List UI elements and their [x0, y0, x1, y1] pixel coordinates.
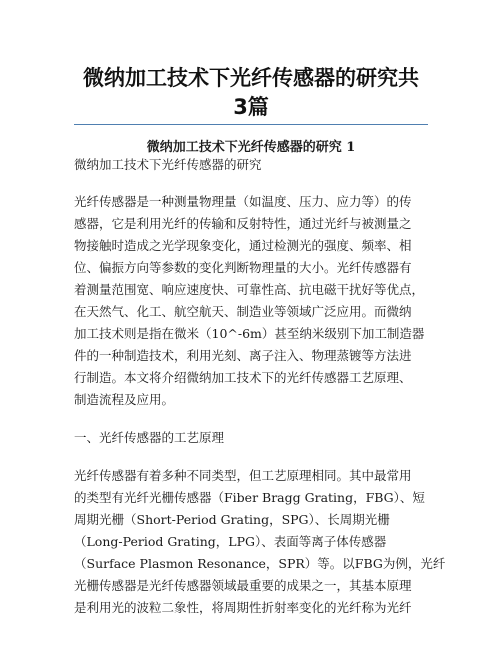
body-line: 行制造。本文将介绍微纳加工技术下的光纤传感器工艺原理、 — [74, 370, 412, 385]
body-line: 感器，它是利用光纤的传输和反射特性，通过光纤与被测量之 — [74, 216, 412, 231]
body-line: 光栅传感器是光纤传感器领域最重要的成果之一，其基本原理 — [74, 578, 412, 593]
body-line: 周期光栅（Short-Period Grating，SPG）、长周期光栅 — [74, 512, 390, 527]
body-line: 光纤传感器有着多种不同类型，但工艺原理相同。其中最常用 — [74, 468, 412, 483]
body-line: 物接触时造成之光学现象变化，通过检测光的强度、频率、相 — [74, 238, 412, 253]
body-line: （Surface Plasmon Resonance，SPR）等。以FBG为例，光纤 — [74, 556, 446, 571]
body-line: 的类型有光纤光栅传感器（Fiber Bragg Grating，FBG）、短 — [74, 490, 425, 505]
body-line: 在天然气、化工、航空航天、制造业等领域广泛应用。而微纳 — [74, 304, 412, 319]
body-line: 是利用光的波粒二象性，将周期性折射率变化的光纤称为光纤 — [74, 600, 412, 615]
body-line: 制造流程及应用。 — [74, 392, 175, 407]
body-line: （Long-Period Grating，LPG）、表面等离子体传感器 — [74, 534, 387, 549]
body-line: 着测量范围宽、响应速度快、可靠性高、抗电磁干扰好等优点， — [74, 282, 425, 297]
heading-line: 一、光纤传感器的工艺原理 — [74, 430, 225, 445]
body-line: 件的一种制造技术，利用光刻、离子注入、物理蒸镀等方法进 — [74, 348, 412, 363]
document-title-line-1: 微纳加工技术下光纤传感器的研究共 — [83, 66, 419, 90]
document-title-line-2: 3篇 — [233, 95, 269, 119]
section-heading: 微纳加工技术下光纤传感器的研究 1 — [146, 140, 356, 155]
subtitle-line: 微纳加工技术下光纤传感器的研究 — [74, 157, 262, 172]
body-line: 加工技术则是指在微米（10^-6m）甚至纳米级别下加工制造器 — [74, 326, 425, 341]
body-line: 位、偏振方向等参数的变化判断物理量的大小。光纤传感器有 — [74, 260, 412, 275]
body-line: 光纤传感器是一种测量物理量（如温度、压力、应力等）的传 — [74, 194, 412, 209]
title-divider — [74, 124, 428, 125]
